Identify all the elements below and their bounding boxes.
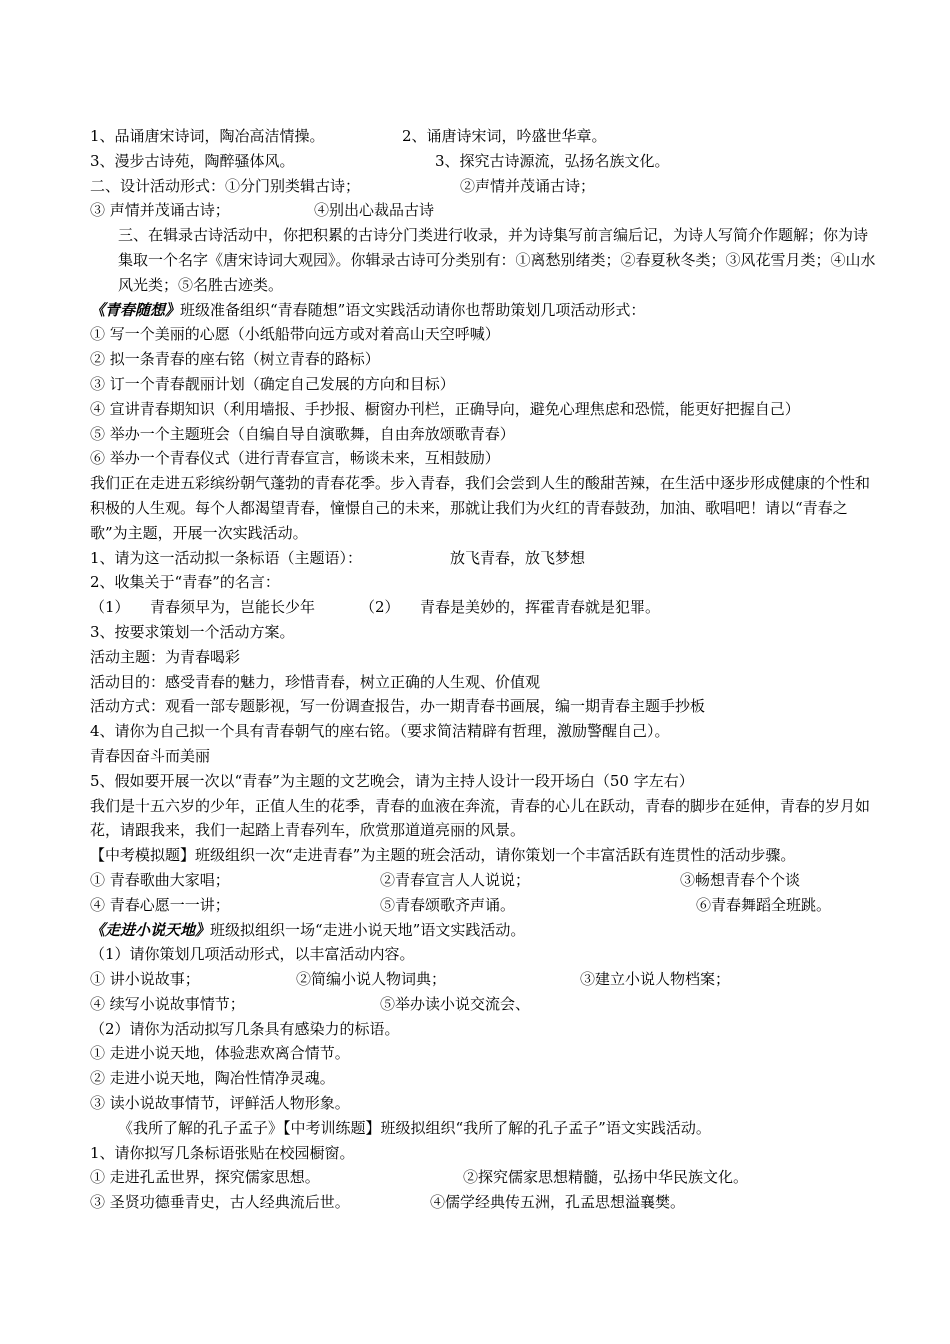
text: 3、漫步古诗苑，陶醉骚体风。 [90, 151, 295, 170]
line: 活动方式：观看一部专题影视，写一份调查报告，办一期青春书画展，编一期青春主题手抄板 [90, 697, 706, 716]
text: 放飞青春，放飞梦想 [450, 548, 586, 567]
line: 活动主题：为青春喝彩 [90, 647, 241, 666]
line [90, 149, 880, 174]
text: （2） [360, 598, 400, 617]
line: 活动目的：感受青春的魅力，珍惜青春，树立正确的人生观、价值观 [90, 672, 541, 691]
line: 2、收集关于“青春”的名言： [90, 573, 280, 592]
document-body [90, 124, 880, 1215]
list-item: ① 写一个美丽的心愿（小纸船带向远方或对着高山天空呼喊） [90, 325, 500, 344]
text: 二、设计活动形式：①分门别类辑古诗； [90, 176, 361, 195]
list-item: ⑤ 举办一个主题班会（自编自导自演歌舞，自由奔放颂歌青春） [90, 424, 515, 443]
text: ① 讲小说故事； [90, 970, 200, 989]
text: 青春须早为，岂能长少年 [150, 598, 316, 617]
text: ③畅想青春个个谈 [680, 870, 801, 889]
text: ②简编小说人物词典； [296, 970, 447, 989]
text: 班级准备组织“青春随想”语文实践活动请你也帮助策划几项活动形式： [180, 300, 646, 319]
line [90, 893, 880, 918]
section-title: 《青春随想》 [90, 300, 181, 319]
line: 3、按要求策划一个活动方案。 [90, 622, 295, 641]
line [90, 918, 880, 943]
line: 5、假如要开展一次以“青春”为主题的文艺晚会，请为主持人设计一段开场白（50 字左右） [90, 771, 694, 790]
line [90, 992, 880, 1017]
line: （2）请你为活动拟写几条具有感染力的标语。 [90, 1019, 400, 1038]
text: ④儒学经典传五洲，孔孟思想溢襄樊。 [430, 1193, 686, 1212]
line: 【中考模拟题】班级组织一次“走进青春”为主题的班会活动，请你策划一个丰富活跃有连贯性的活动步骤。 [90, 846, 796, 865]
line [90, 1190, 880, 1215]
list-item: ⑥ 举办一个青春仪式（进行青春宣言，畅谈未来，互相鼓励） [90, 449, 500, 468]
list-item: ① 走进小说天地，体验悲欢离合情节。 [90, 1044, 350, 1063]
text: ⑥青春舞蹈全班跳。 [696, 895, 832, 914]
line: 1、请你拟写几条标语张贴在校园橱窗。 [90, 1143, 355, 1162]
text: 班级拟组织一场“走进小说天地”语文实践活动。 [210, 920, 526, 939]
line [90, 546, 880, 571]
line: 青春因奋斗而美丽 [90, 746, 211, 765]
line: （1）请你策划几项活动形式，以丰富活动内容。 [90, 945, 415, 964]
paragraph: 我们正在走进五彩缤纷朝气蓬勃的青春花季。步入青春，我们会尝到人生的酸甜苦辣，在生活中逐步形成健康的个性和积极的人生观。每个人都渴望青春，憧憬自己的未来，那就让我们为火红的青春鼓劲，加油、歌唱吧！请以“青春之歌”为主题，开展一次实践活动。 [90, 474, 871, 542]
text: ②声情并茂诵古诗； [460, 176, 596, 195]
text: 3、探究古诗源流，弘扬名族文化。 [435, 151, 670, 170]
list-item: ③ 订一个青春靓丽计划（确定自己发展的方向和目标） [90, 374, 455, 393]
paragraph: 三、在辑录古诗活动中，你把积累的古诗分门类进行收录，并为诗集写前言编后记，为诗人写简介作题解；你为诗集取一个名字《唐宋诗词大观园》。你辑录古诗可分类别有：①离愁别绪类；②春夏秋冬类；③风花雪月类；④山水风光类；⑤名胜古迹类。 [118, 226, 876, 294]
text: ⑤举办读小说交流会、 [380, 994, 531, 1013]
text: ① 青春歌曲大家唱； [90, 870, 230, 889]
text: ③ 声情并茂诵古诗； [90, 201, 230, 220]
line [90, 868, 880, 893]
line [90, 967, 880, 992]
text: ②探究儒家思想精髓，弘扬中华民族文化。 [463, 1168, 749, 1187]
line [90, 198, 880, 223]
line [90, 174, 880, 199]
list-item: ② 走进小说天地，陶冶性情净灵魂。 [90, 1069, 335, 1088]
line [90, 298, 880, 323]
text: ③ 圣贤功德垂青史，古人经典流后世。 [90, 1193, 350, 1212]
text: 1、品诵唐宋诗词，陶冶高洁情操。 [90, 127, 325, 145]
text: 2、诵唐诗宋词，吟盛世华章。 [402, 127, 607, 145]
text: ④别出心裁品古诗 [314, 201, 435, 220]
text: ②青春宣言人人说说； [380, 870, 531, 889]
section-title: 《走进小说天地》 [90, 920, 211, 939]
line [90, 1165, 880, 1190]
text: ① 走进孔孟世界，探究儒家思想。 [90, 1168, 320, 1187]
paragraph: 我们是十五六岁的少年，正值人生的花季，青春的血液在奔流，青春的心儿在跃动，青春的脚步在延伸，青春的岁月如花，请跟我来，我们一起踏上青春列车，欣赏那道道亮丽的风景。 [90, 796, 871, 840]
text: ⑤青春颂歌齐声诵。 [380, 895, 516, 914]
text: 青春是美妙的，挥霍青春就是犯罪。 [420, 598, 661, 617]
text: ③建立小说人物档案； [580, 970, 731, 989]
line: 4、请你为自己拟一个具有青春朝气的座右铭。（要求简洁精辟有哲理，激励警醒自己）。 [90, 722, 670, 741]
list-item: ② 拟一条青春的座右铭（树立青春的路标） [90, 350, 380, 369]
text: ④ 青春心愿一一讲； [90, 895, 230, 914]
list-item: ④ 宣讲青春期知识（利用墙报、手抄报、橱窗办刊栏，正确导向，避免心理焦虑和恐慌，能更好把握自己） [90, 399, 800, 418]
text: ④ 续写小说故事情节； [90, 994, 245, 1013]
text: 1、请为这一活动拟一条标语（主题语）： [90, 548, 363, 567]
line: 《我所了解的孔子孟子》【中考训练题】班级拟组织“我所了解的孔子孟子”语文实践活动。 [118, 1118, 711, 1137]
line [90, 595, 880, 620]
list-item: ③ 读小说故事情节，评鲜活人物形象。 [90, 1094, 350, 1113]
text: （1） [90, 598, 130, 617]
line [90, 124, 880, 149]
